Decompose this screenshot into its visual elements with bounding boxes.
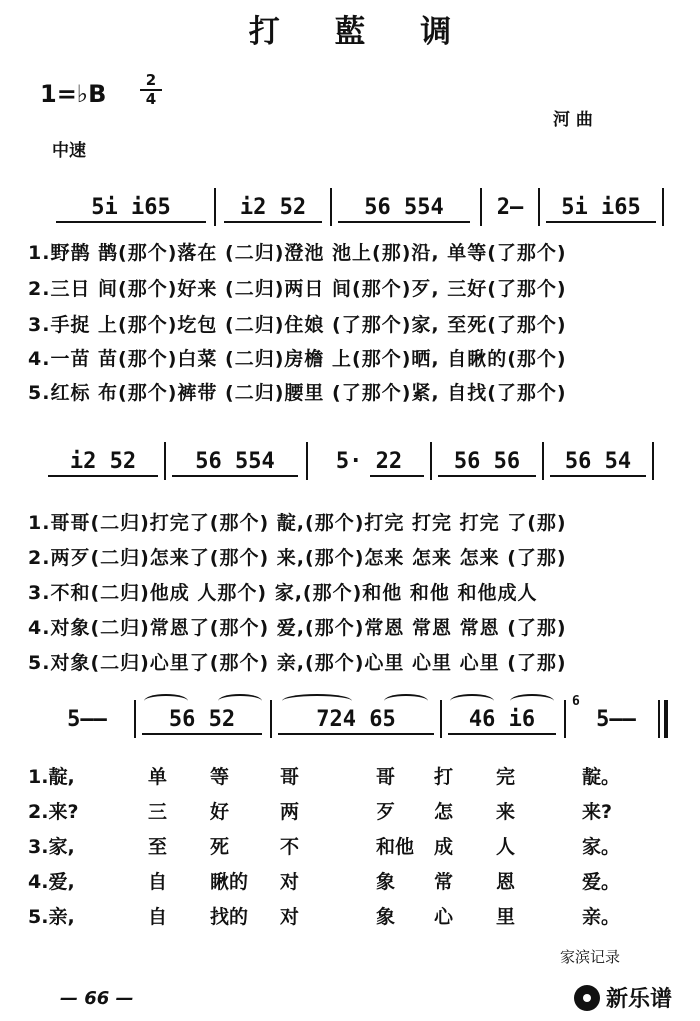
lyric-syllable: 完	[496, 766, 516, 788]
measure: 56 554	[195, 449, 275, 474]
barline	[480, 188, 482, 226]
record-disc-icon	[574, 985, 600, 1011]
lyric-syllable: 象	[376, 871, 396, 893]
final-barline	[664, 700, 668, 738]
beam-line	[224, 221, 322, 223]
barline	[652, 442, 654, 480]
lyric-syllable: 死	[210, 836, 230, 858]
lyric-syllable: 1.靛,	[28, 766, 75, 788]
lyric-syllable: 心	[434, 906, 454, 928]
staff-system-3	[30, 694, 670, 742]
measure: 724 65	[316, 707, 396, 732]
slur-arc	[510, 694, 554, 708]
lyric-syllable: 好	[210, 801, 230, 823]
beam-line	[172, 475, 298, 477]
lyric-syllable: 象	[376, 906, 396, 928]
beam-line	[448, 733, 556, 735]
barline	[214, 188, 216, 226]
lyric-syllable: 歹	[376, 801, 396, 823]
measure: i2 52	[239, 195, 307, 220]
measure: 5i i65	[561, 195, 641, 220]
measure: 5i i65	[91, 195, 171, 220]
staff-system-2	[30, 440, 670, 484]
lyric-syllable: 5.亲,	[28, 906, 75, 928]
lyric-syllable: 来?	[582, 801, 613, 823]
lyric-line: 5.红标 布(那个)裤带 (二归)腰里 (了那个)紧, 自找(了那个)	[28, 382, 567, 404]
lyric-syllable: 等	[210, 766, 230, 788]
lyric-syllable: 对	[280, 871, 300, 893]
barline	[564, 700, 566, 738]
barline	[306, 442, 308, 480]
lyric-line: 1.哥哥(二归)打完了(那个) 靛,(那个)打完 打完 打完 了(那)	[28, 512, 567, 534]
transcriber-credit: 家滨记录	[560, 948, 621, 966]
lyric-syllable: 不	[280, 836, 300, 858]
barline	[538, 188, 540, 226]
source-region: 河 曲	[553, 110, 593, 130]
lyric-line: 5.对象(二归)心里了(那个) 亲,(那个)心里 心里 心里 (了那)	[28, 652, 567, 674]
time-signature-top: 2	[140, 72, 162, 91]
song-title: 打 藍 调	[248, 14, 474, 50]
lyric-syllable: 家。	[582, 836, 621, 858]
barline	[440, 700, 442, 738]
beam-line	[438, 475, 536, 477]
lyric-syllable: 自	[148, 871, 168, 893]
lyric-line: 1.野鹊 鹊(那个)落在 (二归)澄池 池上(那)沿, 单等(了那个)	[28, 242, 567, 264]
measure: 56 52	[168, 707, 236, 732]
site-logo	[574, 982, 672, 1013]
barline	[330, 188, 332, 226]
lyric-syllable: 里	[496, 906, 516, 928]
lyric-syllable: 2.来?	[28, 801, 79, 823]
lyric-syllable: 爱。	[582, 871, 621, 893]
lyric-syllable: 靛。	[582, 766, 621, 788]
tempo-marking: 中速	[52, 141, 86, 161]
lyric-syllable: 来	[496, 801, 516, 823]
barline	[430, 442, 432, 480]
logo-text: 新乐谱	[606, 987, 673, 1012]
lyric-line: 4.对象(二归)常恩了(那个) 爱,(那个)常恩 常恩 常恩 (了那)	[28, 617, 567, 639]
key-signature: 1=♭B	[40, 80, 107, 108]
beam-line	[550, 475, 646, 477]
barline	[164, 442, 166, 480]
barline	[658, 700, 660, 738]
lyric-syllable: 三	[148, 801, 168, 823]
beam-line	[546, 221, 656, 223]
beam-line	[338, 221, 470, 223]
lyric-syllable: 两	[280, 801, 300, 823]
lyric-syllable: 常	[434, 871, 454, 893]
lyric-syllable: 哥	[376, 766, 396, 788]
measure: 5——	[596, 707, 636, 732]
beam-line	[142, 733, 262, 735]
beam-line	[48, 475, 158, 477]
beam-line	[370, 475, 424, 477]
lyric-syllable: 找的	[210, 906, 249, 928]
lyric-syllable: 单	[148, 766, 168, 788]
measure: 2—	[496, 195, 524, 220]
beam-line	[278, 733, 434, 735]
lyric-syllable: 瞅的	[210, 871, 249, 893]
lyric-syllable: 和他	[376, 836, 415, 858]
measure: 56 54	[564, 449, 632, 474]
lyric-syllable: 至	[148, 836, 168, 858]
lyric-syllable: 自	[148, 906, 168, 928]
measure: i2 52	[69, 449, 137, 474]
beam-line	[56, 221, 206, 223]
barline	[270, 700, 272, 738]
lyric-line: 3.手捉 上(那个)圪包 (二归)住娘 (了那个)家, 至死(了那个)	[28, 314, 567, 336]
fermata-mark: 6	[572, 694, 580, 709]
barline	[134, 700, 136, 738]
lyric-syllable: 怎	[434, 801, 454, 823]
lyric-syllable: 恩	[496, 871, 516, 893]
lyric-line: 2.两歹(二归)怎来了(那个) 来,(那个)怎来 怎来 怎来 (了那)	[28, 547, 567, 569]
lyric-syllable: 对	[280, 906, 300, 928]
staff-system-1	[30, 186, 670, 230]
lyric-syllable: 成	[434, 836, 454, 858]
time-signature	[140, 72, 162, 108]
lyric-syllable: 打	[434, 766, 454, 788]
page-number: — 66 —	[60, 988, 134, 1009]
measure: 46 i6	[468, 707, 536, 732]
time-signature-bottom: 4	[145, 90, 157, 108]
barline	[542, 442, 544, 480]
barline	[662, 188, 664, 226]
lyric-syllable: 人	[496, 836, 516, 858]
slur-arc	[282, 694, 352, 708]
lyric-line: 2.三日 间(那个)好来 (二归)两日 间(那个)歹, 三好(了那个)	[28, 278, 567, 300]
slur-arc	[450, 694, 494, 708]
slur-arc	[144, 694, 188, 708]
measure: 56 554	[364, 195, 444, 220]
lyric-line: 3.不和(二归)他成 人那个) 家,(那个)和他 和他 和他成人	[28, 582, 538, 604]
lyric-syllable: 4.爱,	[28, 871, 75, 893]
lyric-syllable: 3.家,	[28, 836, 75, 858]
measure: 5· 22	[335, 449, 403, 474]
measure: 5——	[67, 707, 107, 732]
slur-arc	[218, 694, 262, 708]
lyric-line: 4.一苗 苗(那个)白菜 (二归)房檐 上(那个)晒, 自瞅的(那个)	[28, 348, 567, 370]
lyric-syllable: 亲。	[582, 906, 621, 928]
measure: 56 56	[453, 449, 521, 474]
slur-arc	[384, 694, 428, 708]
lyric-syllable: 哥	[280, 766, 300, 788]
